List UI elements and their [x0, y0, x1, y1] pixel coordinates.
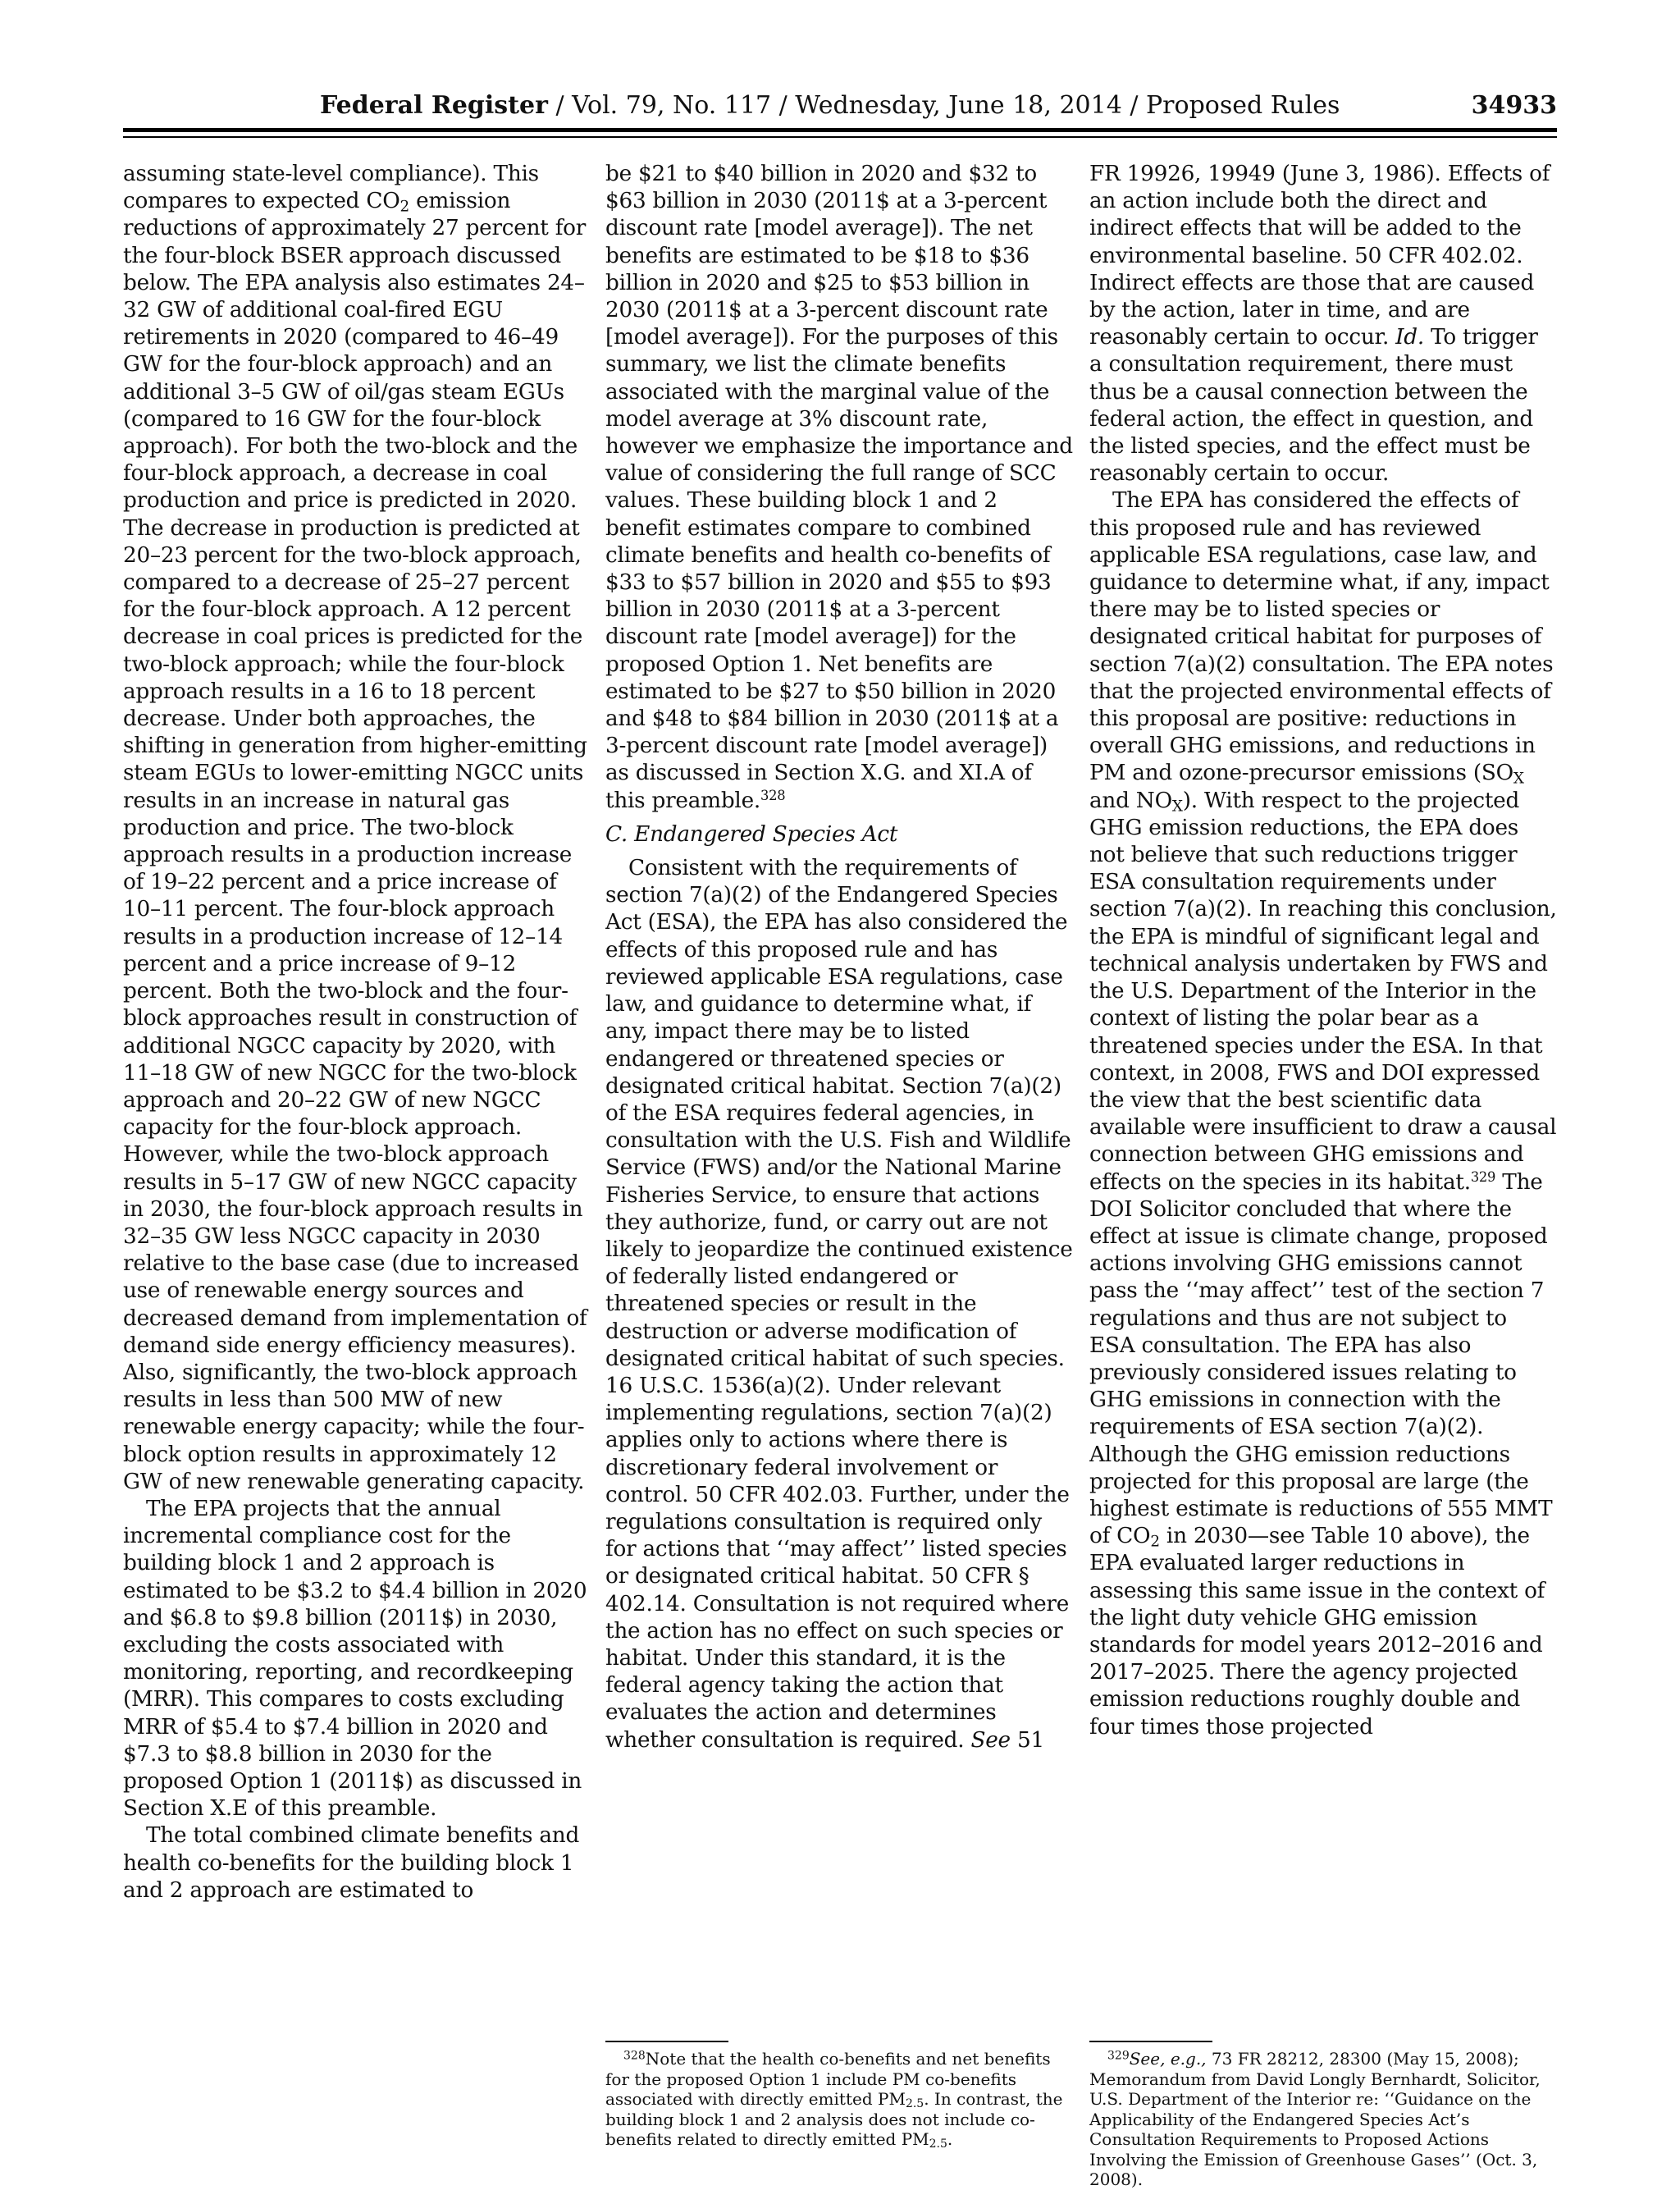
- publication-title: Federal Register: [320, 91, 548, 120]
- text-run: assuming state-level compliance). This compares to expected CO: [123, 162, 539, 214]
- citation-signal: See: [970, 1727, 1011, 1753]
- subscript: X: [1171, 798, 1183, 816]
- text-run: The DOI Solicitor concluded that where the effect at issue is climate change, proposed actions involving GHG emissions cannot pass the ‘‘may affect’’ test of the section 7 regulations and thus are not subject to ESA consultation. The EPA has also previously considered issues relating to GHG emissions in connection with the requirements of ESA section 7(a)(2). Although the GHG emission reductions projected for this proposal are large (the highest estimate is reductions of 555 MMT of CO: [1089, 1169, 1553, 1549]
- subscript: 2: [1150, 1533, 1160, 1551]
- text-run: The EPA has considered the effects of this proposed rule and has reviewed applicable ESA regulations, case law, and guidance to determine what, if any, impact there may be to listed species or designated critical habitat for purposes of section 7(a)(2) consultation. The EPA notes that the projected environmental effects of this proposal are positive: reductions in overall GHG emissions, and reductions in PM and ozone-precursor emissions (SO: [1089, 488, 1554, 786]
- page-number: 34933: [1471, 91, 1557, 120]
- footnote-reference[interactable]: 328: [760, 787, 786, 803]
- subscript: 2.5: [929, 2137, 947, 2151]
- issue-details: / Vol. 79, No. 117 / Wednesday, June 18, 2014 / Proposed Rules: [547, 91, 1340, 120]
- paragraph: The EPA projects that the annual incremental compliance cost for the building block 1 and 2 approach is estimated to be $3.2 to $4.4 billion in 2020 and $6.8 to $9.8 billion (2011$) in 2030, excluding the costs associated with monitoring, reporting, and recordkeeping (MRR). This compares to costs excluding MRR of $5.4 to $7.4 billion in 2020 and $7.3 to $8.8 billion in 2030 for the proposed Option 1 (2011$) as discussed in Section X.E of this preamble.: [123, 1496, 587, 1822]
- section-heading: C. Endangered Species Act: [605, 821, 898, 847]
- header-rule-thin: [123, 136, 1557, 138]
- text-run: To trigger a consultation requirement, there must thus be a causal connection between the federal action, the effect in question, and the listed species, and the effect must be reasonably certain to occur.: [1089, 325, 1538, 487]
- text-run: . In contrast, the building block 1 and 2 analysis does not include co-benefits related to directly emitted PM: [605, 2089, 1063, 2149]
- text-column-2: [605, 161, 1073, 2032]
- paragraph: [605, 855, 1073, 1754]
- subscript: X: [1513, 770, 1524, 789]
- footnote-reference[interactable]: 329: [1470, 1168, 1496, 1185]
- subscript: 2.5: [905, 2096, 924, 2110]
- footnote-rule: [605, 2041, 728, 2042]
- text-run: 51: [1010, 1727, 1044, 1753]
- text-run: in 2030—see Table 10 above), the EPA evaluated larger reductions in assessing this same issue in the context of the light duty vehicle GHG emission standards for model years 2012–2016 and 2017–2025. There the agency projected emission reductions roughly double and four times those projected: [1089, 1524, 1545, 1740]
- paragraph: [1089, 487, 1557, 1740]
- citation-signal: See, e.g.,: [1129, 2049, 1207, 2069]
- paragraph: [1089, 161, 1557, 487]
- paragraph: The total combined climate benefits and health co-benefits for the building block 1 and 2 approach are estimated to: [123, 1823, 580, 1903]
- citation-signal: Id.: [1395, 325, 1424, 350]
- footnote-328: [605, 2049, 1073, 2150]
- text-run: Note that the health co-benefits and net benefits for the proposed Option 1 include PM co-benefits associated with directly emitted PM: [605, 2049, 1051, 2109]
- running-head: [320, 87, 1340, 125]
- header-rule-thick: [123, 128, 1557, 132]
- page-header: [123, 87, 1557, 125]
- paragraph: [123, 161, 591, 1496]
- text-column-1: [123, 161, 591, 2032]
- footnote-rule: [1089, 2041, 1212, 2042]
- subscript: 2: [399, 198, 409, 216]
- footnote-329: [1089, 2049, 1557, 2190]
- text-column-3: [1089, 161, 1557, 2032]
- paragraph: [605, 161, 1073, 815]
- text-run: FR 19926, 19949 (June 3, 1986). Effects of an action include both the direct and indirect effects that will be added to the environmental baseline. 50 CFR 402.02. Indirect effects are those that are caused by the action, later in time, and are reasonably certain to occur.: [1089, 162, 1550, 350]
- text-run: .: [947, 2129, 953, 2149]
- text-run: be $21 to $40 billion in 2020 and $32 to $63 billion in 2030 (2011$ at a 3-percent discount rate [model average]). The net benefits are estimated to be $18 to $36 billion in 2020 and $25 to $53 billion in 2030 (2011$ at a 3-percent discount rate [model average]). For the purposes of this summary, we list the climate benefits associated with the marginal value of the model average at 3% discount rate, however we emphasize the importance and value of considering the full range of SCC values. These building block 1 and 2 benefit estimates compare to combined climate benefits and health co-benefits of $33 to $57 billion in 2020 and $55 to $93 billion in 2030 (2011$ at a 3-percent discount rate [model average]) for the proposed Option 1. Net benefits are estimated to be $27 to $50 billion in 2020 and $48 to $84 billion in 2030 (2011$ at a 3-percent discount rate [model average]) as discussed in Section X.G. and XI.A of this preamble.: [605, 162, 1073, 813]
- text-run: and NO: [1089, 788, 1172, 813]
- text-run: Consistent with the requirements of section 7(a)(2) of the Endangered Species Act (ESA), the EPA has also considered the effects of this proposed rule and has reviewed applicable ESA regulations, case law, and guidance to determine what, if any, impact there may be to listed endangered or threatened species or designated critical habitat. Section 7(a)(2) of the ESA requires federal agencies, in consultation with the U.S. Fish and Wildlife Service (FWS) and/or the National Marine Fisheries Service, to ensure that actions they authorize, fund, or carry out are not likely to jeopardize the continued existence of federally listed endangered or threatened species or result in the destruction or adverse modification of designated critical habitat of such species. 16 U.S.C. 1536(a)(2). Under relevant implementing regulations, section 7(a)(2) applies only to actions where there is discretionary federal involvement or control. 50 CFR 402.03. Further, under the regulations consultation is required only for actions that ‘‘may affect’’ listed species or designated critical habitat. 50 CFR § 402.14. Consultation is not required where the action has no effect on such species or habitat. Under this standard, it is the federal agency taking the action that evaluates the action and determines whether consultation is required.: [605, 856, 1073, 1753]
- footnote-number: 329: [1107, 2049, 1130, 2063]
- text-run: 73 FR 28212, 28300 (May 15, 2008); Memorandum from David Longly Bernhardt, Solicitor, U.S. Department of the Interior re: ‘‘Guidance on the Applicability of the Endangered Species Act’s Consultation Requirements to Proposed Actions Involving the Emission of Greenhouse Gases’’ (Oct. 3, 2008).: [1089, 2049, 1541, 2189]
- footnote-number: 328: [623, 2049, 646, 2063]
- text-run: ). With respect to the projected GHG emission reductions, the EPA does not believe that such reductions trigger ESA consultation requirements under section 7(a)(2). In reaching this conclusion, the EPA is mindful of significant legal and technical analysis undertaken by FWS and the U.S. Department of the Interior in the context of listing the polar bear as a threatened species under the ESA. In that context, in 2008, FWS and DOI expressed the view that the best scientific data available were insufficient to draw a causal connection between GHG emissions and effects on the species in its habitat.: [1089, 788, 1557, 1195]
- text-run: emission reductions of approximately 27 percent for the four-block BSER approach discussed below. The EPA analysis also estimates 24–32 GW of additional coal-fired EGU retirements in 2020 (compared to 46–49 GW for the four-block approach) and an additional 3–5 GW of oil/gas steam EGUs (compared to 16 GW for the four-block approach). For both the two-block and the four-block approach, a decrease in coal production and price is predicted in 2020. The decrease in production is predicted at 20–23 percent for the two-block approach, compared to a decrease of 25–27 percent for the four-block approach. A 12 percent decrease in coal prices is predicted for the two-block approach; while the four-block approach results in a 16 to 18 percent decrease. Under both approaches, the shifting in generation from higher-emitting steam EGUs to lower-emitting NGCC units results in an increase in natural gas production and price. The two-block approach results in a production increase of 19–22 percent and a price increase of 10–11 percent. The four-block approach results in a production increase of 12–14 percent and a price increase of 9–12 percent. Both the two-block and the four-block approaches result in construction of additional NGCC capacity by 2020, with 11–18 GW of new NGCC for the two-block approach and 20–22 GW of new NGCC capacity for the four-block approach. However, while the two-block approach results in 5–17 GW of new NGCC capacity in 2030, the four-block approach results in 32–35 GW less NGCC capacity in 2030 relative to the base case (due to increased use of renewable energy sources and decreased demand from implementation of demand side energy efficiency measures). Also, significantly, the two-block approach results in less than 500 MW of new renewable energy capacity; while the four-block option results in approximately 12 GW of new renewable generating capacity.: [123, 189, 587, 1494]
